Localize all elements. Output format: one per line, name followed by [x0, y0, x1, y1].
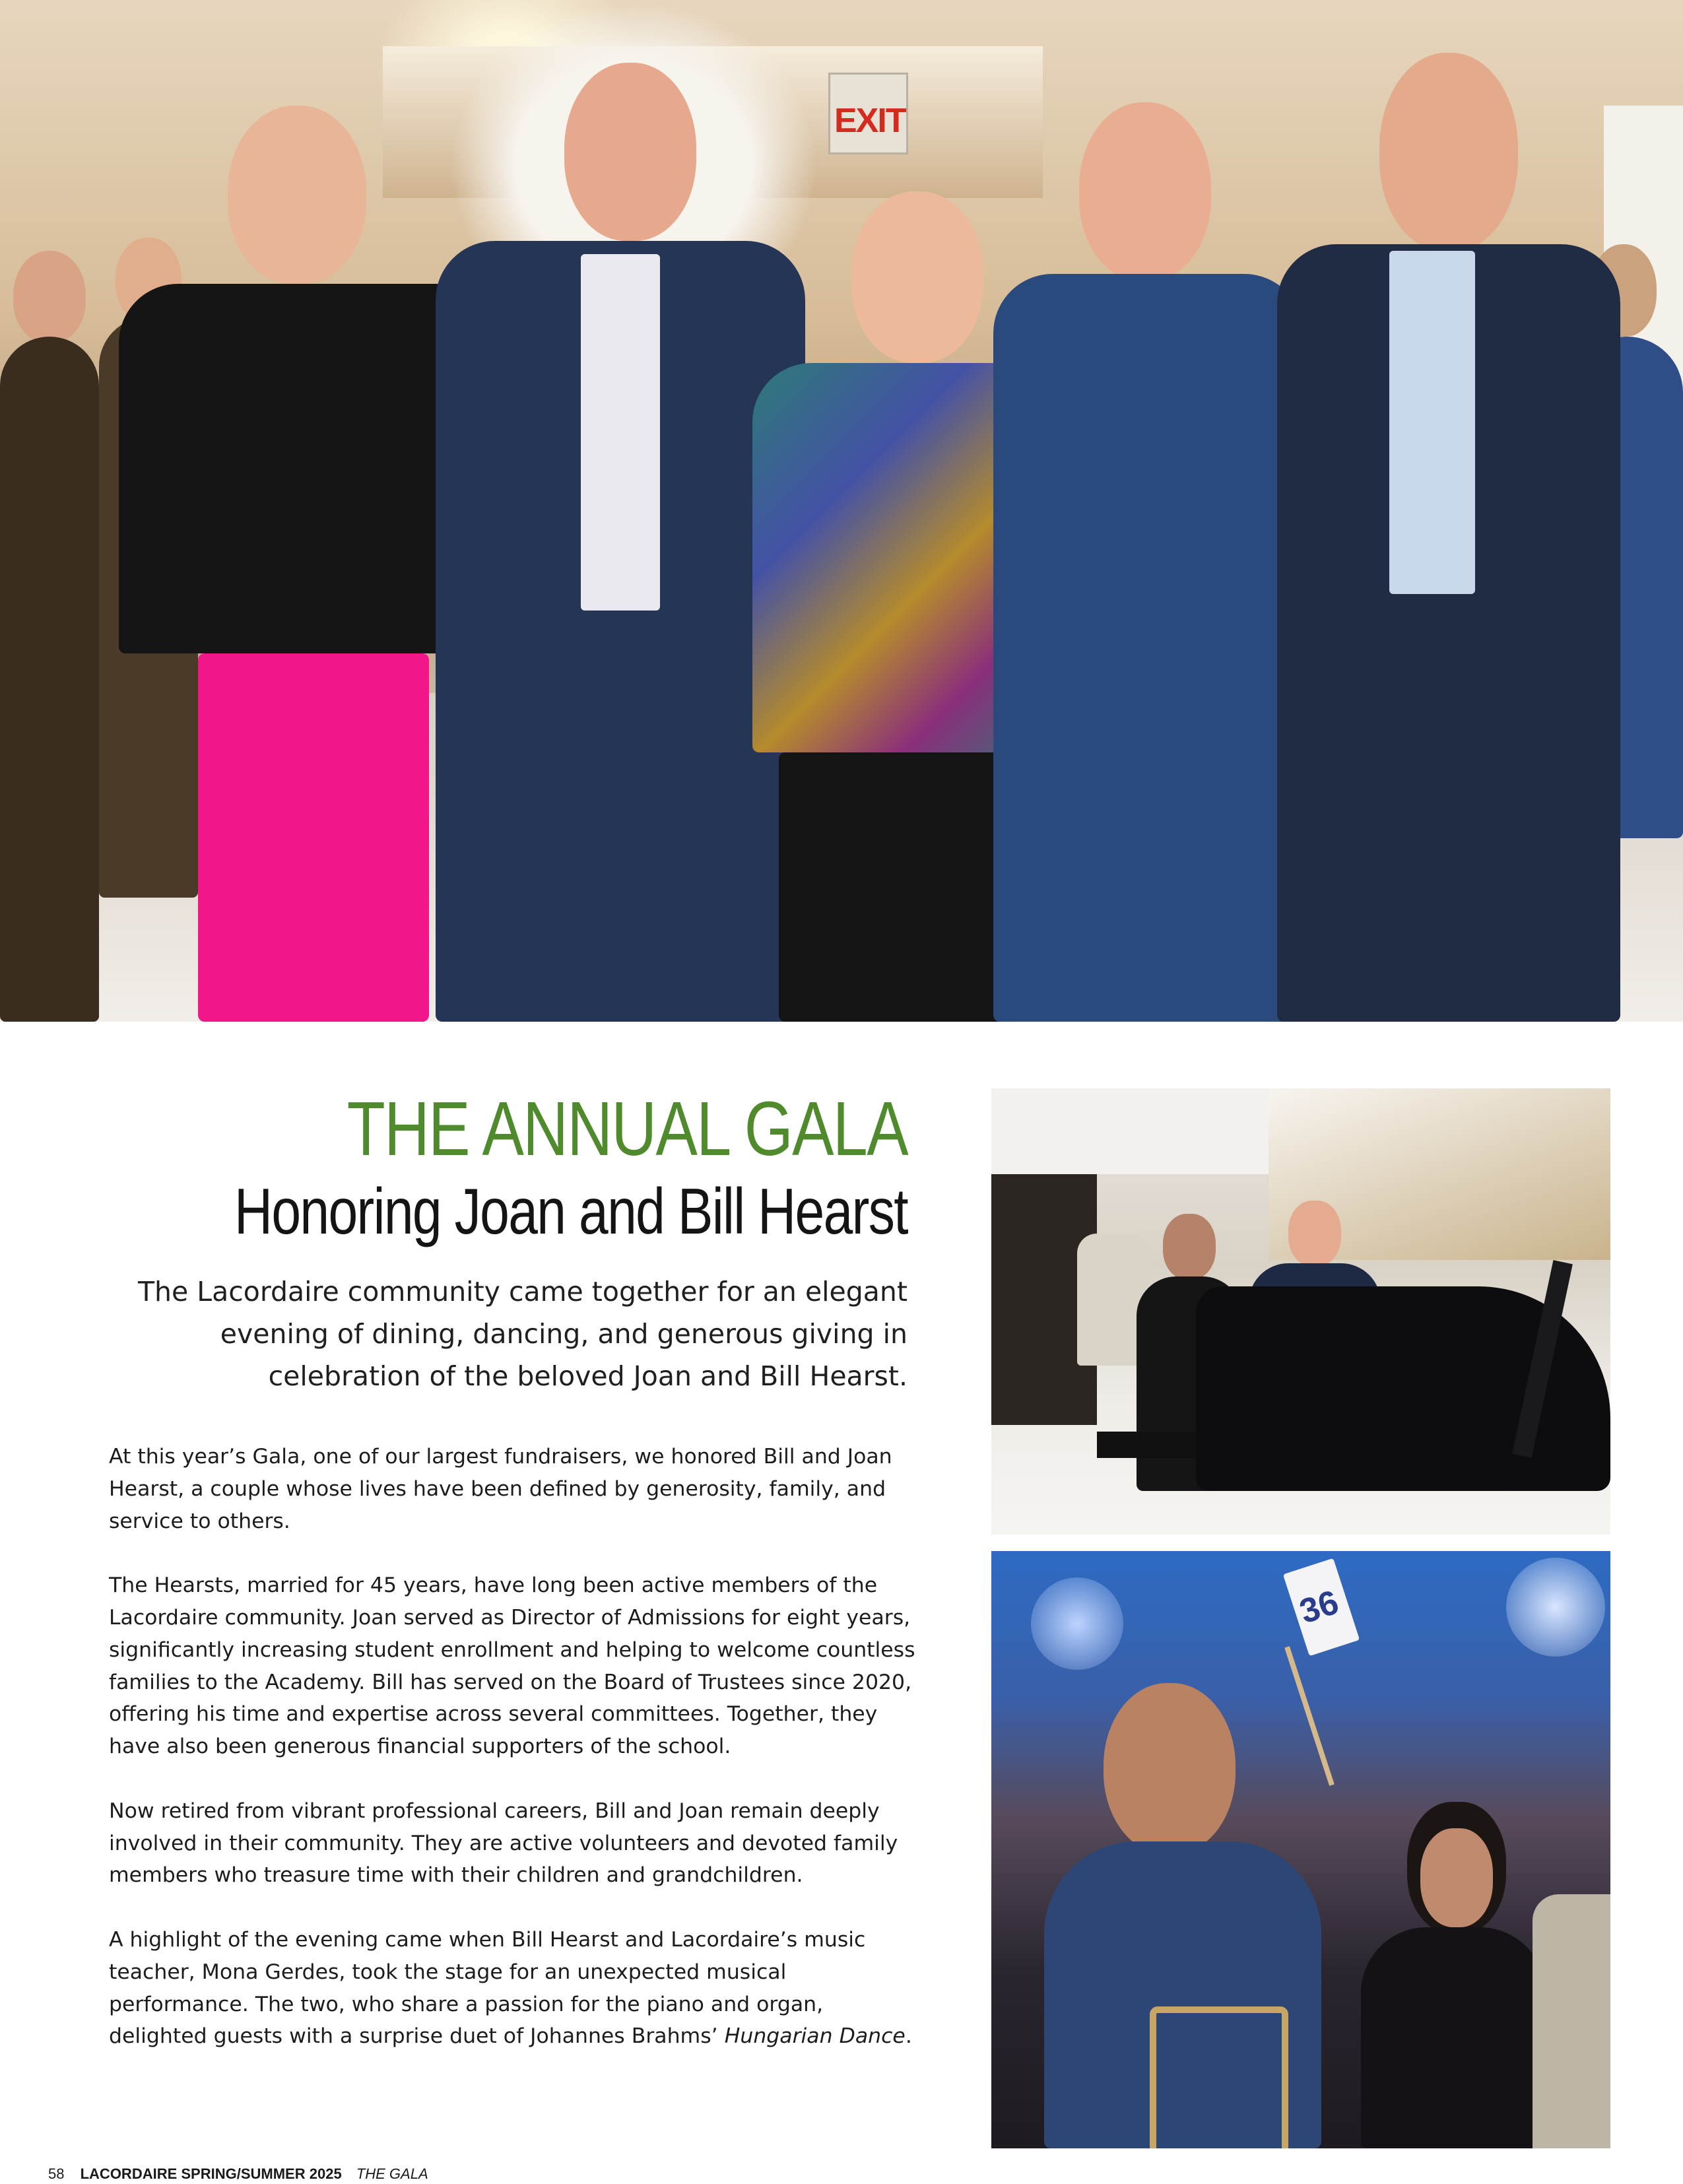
body-line: A highlight of the evening came when Bill Hearst and Lacordaire’s music	[109, 1927, 866, 1952]
hero-group-photo	[0, 0, 1683, 1022]
article-body	[109, 1441, 927, 2085]
body-line: have also been generous financial supporters of the school.	[109, 1735, 731, 1759]
intro-line: The Lacordaire community came together for an elegant	[137, 1276, 908, 1307]
body-paragraph	[109, 1795, 927, 1892]
body-line: performance. The two, who share a passion for the piano and organ,	[109, 1992, 824, 2016]
person-bill-hearst	[436, 63, 805, 1022]
person-navy-suit	[1277, 53, 1620, 1022]
body-line: teacher, Mona Gerdes, took the stage for an unexpected musical	[109, 1960, 787, 1984]
body-line: members who treasure time with their children and grandchildren.	[109, 1863, 803, 1888]
body-line: At this year’s Gala, one of our largest fundraisers, we honored Bill and Joan	[109, 1445, 892, 1469]
body-line: significantly increasing student enrollment and helping to welcome countless	[109, 1638, 915, 1662]
body-paragraph	[109, 1570, 927, 1763]
intro-line: evening of dining, dancing, and generous giving in	[220, 1318, 908, 1350]
person-blue-suit-tie	[993, 102, 1304, 1022]
body-line: The Hearsts, married for 45 years, have long been active members of the	[109, 1573, 878, 1598]
body-line: involved in their community. They are active volunteers and devoted family	[109, 1831, 898, 1855]
piano-duet-photo	[991, 1088, 1610, 1535]
article-intro	[132, 1271, 908, 1397]
section-name: THE GALA	[356, 2166, 428, 2182]
article-subtitle: Honoring Joan and Bill Hearst	[234, 1175, 908, 1247]
body-line: delighted guests with a surprise duet of Johannes Brahms’ Hungarian Dance.	[109, 2024, 912, 2049]
body-line: Lacordaire community. Joan served as Director of Admissions for eight years,	[109, 1605, 911, 1630]
article-title: THE ANNUAL GALA	[346, 1086, 908, 1172]
body-line: service to others.	[109, 1509, 290, 1533]
body-line: Now retired from vibrant professional careers, Bill and Joan remain deeply	[109, 1799, 880, 1823]
publication-name: LACORDAIRE SPRING/SUMMER 2025	[80, 2166, 342, 2182]
intro-line: celebration of the beloved Joan and Bill Hearst.	[268, 1360, 908, 1392]
page-footer	[48, 2164, 428, 2184]
body-line: Hearst, a couple whose lives have been defined by generosity, family, and	[109, 1476, 886, 1501]
page-number: 58	[48, 2166, 65, 2182]
background-guest	[0, 251, 99, 1022]
song-title: Hungarian Dance	[724, 2024, 906, 2049]
body-line: families to the Academy. Bill has served on the Board of Trustees since 2020,	[109, 1670, 912, 1694]
body-paragraph	[109, 1441, 927, 1537]
hero-exit-sign: EXIT	[828, 73, 908, 154]
bid-paddle: 36	[1283, 1558, 1360, 1656]
body-paragraph	[109, 1924, 927, 2053]
auction-paddle-photo	[991, 1551, 1610, 2148]
chiavari-chair	[1150, 2006, 1288, 2148]
guest-raising-paddle	[1348, 1802, 1546, 2148]
body-line: offering his time and expertise across several committees. Together, they	[109, 1702, 878, 1727]
